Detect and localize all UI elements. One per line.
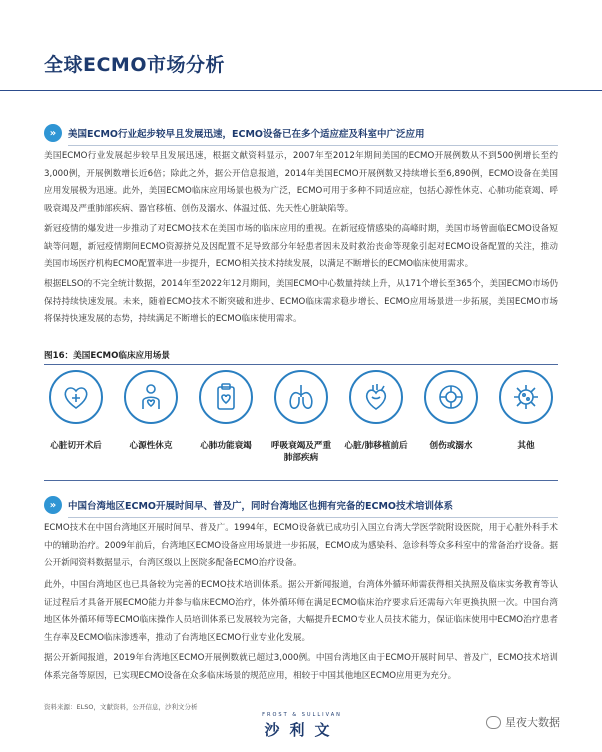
- application-item: [494, 368, 558, 452]
- wechat-icon: [486, 716, 501, 729]
- source-note: 资料来源：ELSO，文献资料，公开信息，沙利文分析: [44, 703, 198, 711]
- application-label: 心脏/肺移植前后: [344, 441, 408, 451]
- application-icons-row: [44, 368, 558, 476]
- frost-sullivan-logo: [232, 712, 372, 740]
- chevron-right-icon: »: [44, 124, 62, 142]
- drowning-icon: [424, 370, 478, 424]
- section2-paragraph-2: 此外，中国台湾地区也已具备较为完善的ECMO技术培训体系。据公开新闻报道，台湾体外循环师需获得相关执照及临床实务教育等认证过程后才具备开展ECMO能力并参与临床ECMO治疗，体外循环师在满足ECMO临床治疗要求后还需每六年更换执照一次。中国台湾地区体外循环师等ECMO临床操作人员培训体系已发展较为完备，大幅提升ECMO专业人员技术能力，保证临床使用中ECMO治疗患者生存率及ECMO临床渗透率，推动了台湾地区ECMO行业专业化发展。: [44, 580, 558, 643]
- figure-bottom-rule: [44, 480, 558, 481]
- application-item: [44, 368, 108, 452]
- figure-title: 图16：美国ECMO临床应用场景: [44, 351, 170, 361]
- page-title: 全球ECMO市场分析: [44, 54, 225, 76]
- watermark-text: 星夜大数据: [505, 716, 560, 729]
- application-item: [194, 368, 258, 452]
- title-divider: [0, 90, 602, 91]
- section2-paragraph-3: 据公开新闻报道，2019年台湾地区ECMO开展例数就已超过3,000例。中国台湾地区由于ECMO开展时间早、普及广，ECMO技术培训体系完备等原因，已实现ECMO设备在众多临床场景的规范应用，相较于中国其他地区ECMO应用更为充分。: [44, 653, 558, 681]
- application-label: 呼吸衰竭及严重肺部疾病: [270, 441, 332, 463]
- application-label: 创伤或溺水: [429, 441, 473, 451]
- figure-top-rule: [44, 364, 558, 365]
- application-label: 心肺功能衰竭: [200, 441, 252, 451]
- heart-cross-icon: [49, 370, 103, 424]
- application-item: [119, 368, 183, 452]
- section2-paragraph-1: ECMO技术在中国台湾地区开展时间早、普及广。1994年，ECMO设备就已成功引入国立台湾大学医学院附设医院，用于心脏外科手术中的辅助治疗。2009年前后，台湾地区ECMO设备应用场景进一步拓展，ECMO成为感染科、急诊科等众多科室中的常备治疗设备。据公开新闻资料数据显示，台湾区级以上医院多配备ECMO治疗设备。: [44, 523, 558, 568]
- section1-heading: [44, 122, 558, 144]
- section2-heading: [44, 494, 558, 516]
- application-label: 心源性休克: [129, 441, 173, 451]
- section2-divider: [68, 517, 558, 518]
- lungs-icon: [274, 370, 328, 424]
- application-item: [269, 368, 333, 464]
- application-item: [419, 368, 483, 452]
- logo-english: FROST & SULLIVAN: [262, 712, 342, 718]
- watermark: [486, 714, 560, 730]
- chevron-right-icon: »: [44, 496, 62, 514]
- section1-divider: [68, 145, 558, 146]
- section1-paragraph-2: 新冠疫情的爆发进一步推动了对ECMO技术在美国市场的临床应用的重视。在新冠疫情感染的高峰时期，美国市场曾面临ECMO设备短缺等问题，新冠疫情期间ECMO资源挤兑及因配置不足导致部分年轻患者因未及时救治丧命等现象引起对ECMO设备配置的关注，推动美国市场医疗机构ECMO配置率进一步提升，ECMO相关技术持续发展，以满足不断增长的ECMO临床使用需求。: [44, 224, 558, 269]
- clipboard-heart-icon: [199, 370, 253, 424]
- section1-paragraph-3: 根据ELSO的不完全统计数据，2014年至2022年12月期间，美国ECMO中心数量持续上升，从171个增长至365个，美国ECMO市场仍保持持续快速发展。未来，随着ECMO技术不断突破和进步、ECMO临床需求稳步增长、ECMO应用场景进一步拓展，美国ECMO市场将保持快速发展的态势，持续满足不断增长的ECMO临床使用需求。: [44, 279, 558, 324]
- virus-icon: [499, 370, 553, 424]
- section1-heading-text: 美国ECMO行业起步较早且发展迅速，ECMO设备已在多个适应症及科室中广泛应用: [68, 129, 425, 140]
- application-label: 其他: [517, 441, 535, 451]
- person-heart-icon: [124, 370, 178, 424]
- section1-paragraph-1: 美国ECMO行业发展起步较早且发展迅速，根据文献资料显示，2007年至2012年期间美国的ECMO开展例数从不到500例增长至约3,000例，开展例数增长近6倍；除此之外，据公开信息报道，2014年美国ECMO开展例数又持续增长至6,890例，ECMO设备在美国应用发展极为迅速。此外，美国ECMO临床应用场景也极为广泛，ECMO可用于多种不同适应症，包括心源性休克、心肺功能衰竭、呼吸衰竭及严重肺部疾病、器官移植、创伤及溺水、体温过低、先天性心脏缺陷等。: [44, 151, 558, 214]
- heart-organ-icon: [349, 370, 403, 424]
- application-item: [344, 368, 408, 452]
- section2-heading-text: 中国台湾地区ECMO开展时间早、普及广，同时台湾地区也拥有完备的ECMO技术培训体系: [68, 501, 453, 512]
- application-label: 心脏切开术后: [50, 441, 102, 451]
- logo-chinese: 沙利文: [264, 721, 340, 739]
